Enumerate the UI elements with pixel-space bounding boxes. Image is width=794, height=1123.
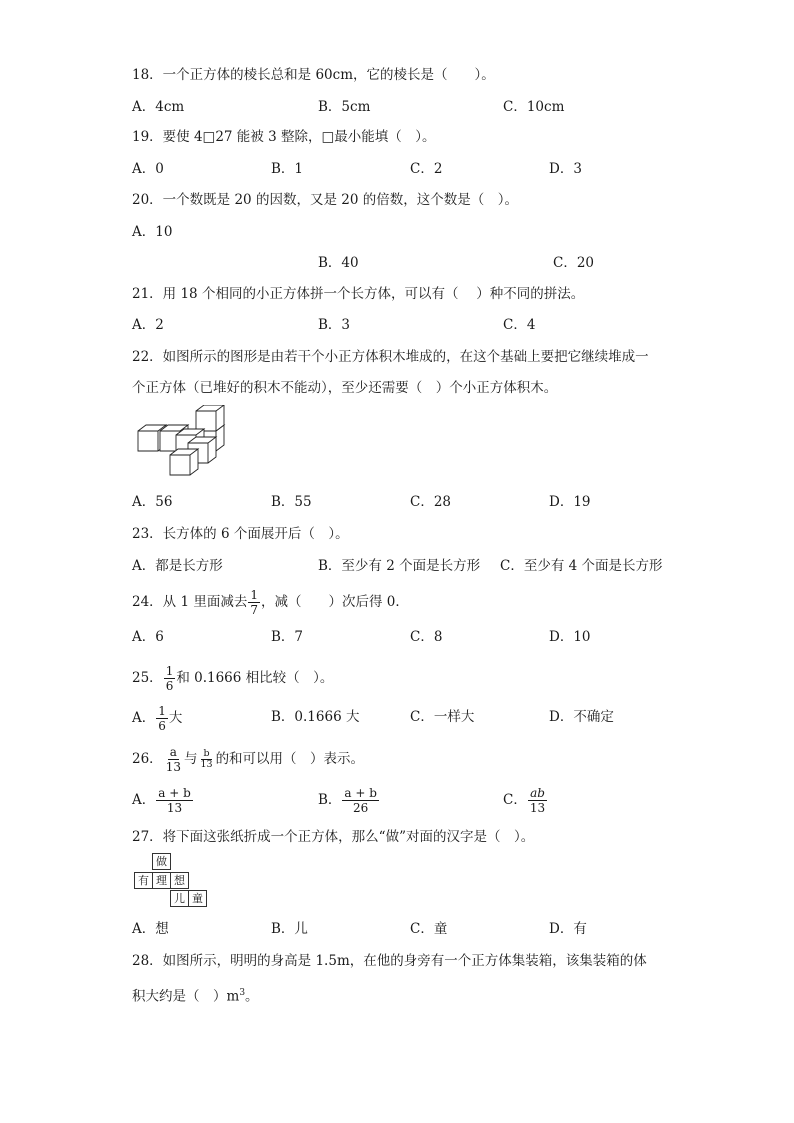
q26-fraction-a bbox=[164, 745, 183, 774]
net-cell-you: 有 bbox=[134, 872, 153, 889]
q21-option-c: C．4 bbox=[503, 317, 536, 333]
q26-fraction-a-den: 13 bbox=[165, 760, 181, 774]
q25-option-d: D．不确定 bbox=[549, 709, 614, 725]
q19-option-b: B．1 bbox=[271, 161, 304, 177]
q25-stem bbox=[132, 664, 333, 693]
q25-option-a-pre: A． bbox=[132, 710, 156, 726]
q28-stem-line1: 28．如图所示，明明的身高是 1.5m，在他的身旁有一个正方体集装箱，该集装箱的体 bbox=[132, 953, 647, 969]
q27-stem: 27．将下面这张纸折成一个正方体，那么“做”对面的汉字是（ ）。 bbox=[132, 829, 535, 845]
q26-option-c-den: 13 bbox=[529, 801, 546, 815]
q26-option-b-pre: B． bbox=[318, 792, 342, 808]
q22-cube-stack-figure bbox=[136, 405, 231, 477]
q28-stem-line2 bbox=[132, 984, 259, 1006]
q27-cube-net bbox=[132, 853, 212, 911]
q27-option-d: D．有 bbox=[549, 921, 587, 937]
q24-fraction bbox=[248, 588, 260, 617]
q25-fraction-den: 6 bbox=[165, 679, 174, 693]
net-cell-tong: 童 bbox=[188, 890, 207, 907]
q22-option-b: B．55 bbox=[271, 494, 312, 510]
q18-option-c: C．10cm bbox=[503, 99, 565, 115]
q25-option-a-den: 6 bbox=[158, 719, 166, 733]
net-cell-er: 儿 bbox=[170, 890, 189, 907]
q28-stem-line2-pre: 积大约是（ ）m bbox=[132, 988, 240, 1005]
q23-option-c: C．至少有 4 个面是长方形 bbox=[500, 558, 663, 574]
q26-stem-mid: 与 bbox=[183, 751, 198, 767]
q24-option-d: D．10 bbox=[549, 629, 591, 645]
q25-option-a-post: 大 bbox=[168, 710, 183, 726]
q26-option-b-fraction bbox=[342, 786, 379, 815]
q26-option-c-num: ab bbox=[530, 786, 545, 800]
q19-stem: 19．要使 4□27 能被 3 整除，□最小能填（ ）。 bbox=[132, 129, 436, 145]
q19-option-c: C．2 bbox=[410, 161, 443, 177]
q27-option-c: C．童 bbox=[410, 921, 448, 937]
q24-fraction-den: 7 bbox=[250, 603, 258, 617]
q23-stem: 23．长方体的 6 个面展开后（ ）。 bbox=[132, 526, 349, 542]
q26-fraction-b-num: b bbox=[203, 748, 210, 759]
q22-option-d: D．19 bbox=[549, 494, 591, 510]
net-cell-li: 理 bbox=[152, 872, 171, 889]
q26-option-c-fraction bbox=[528, 786, 547, 815]
q26-stem-pre: 26． bbox=[132, 751, 163, 767]
q26-option-b-num: a + b bbox=[344, 786, 377, 800]
q26-option-b bbox=[318, 786, 380, 815]
q18-stem: 18．一个正方体的棱长总和是 60cm，它的棱长是（ ）。 bbox=[132, 67, 495, 83]
q26-option-a-pre: A． bbox=[132, 792, 156, 808]
q26-stem-post: 的和可以用（ ）表示。 bbox=[215, 751, 365, 767]
q25-option-b: B．0.1666 大 bbox=[271, 709, 360, 725]
q22-option-c: C．28 bbox=[410, 494, 452, 510]
q25-fraction-num: 1 bbox=[165, 664, 174, 678]
net-cell-zuo: 做 bbox=[152, 853, 171, 870]
q26-option-a-den: 13 bbox=[166, 801, 183, 815]
q25-stem-post: 和 0.1666 相比较（ ）。 bbox=[176, 670, 334, 686]
q26-fraction-b bbox=[198, 749, 214, 770]
q20-option-b: B．40 bbox=[318, 255, 359, 271]
q22-stem-line2: 个正方体（已堆好的积木不能动），至少还需要（ ）个小正方体积木。 bbox=[132, 380, 558, 396]
q26-fraction-a-num: a bbox=[169, 745, 177, 759]
q20-stem: 20．一个数既是 20 的因数，又是 20 的倍数，这个数是（ ）。 bbox=[132, 192, 518, 208]
q26-option-b-den: 26 bbox=[353, 801, 369, 815]
q26-option-a-fraction bbox=[156, 786, 193, 815]
q21-option-b: B．3 bbox=[318, 317, 351, 333]
q26-option-c bbox=[503, 786, 548, 815]
q18-option-a: A．4cm bbox=[132, 99, 185, 115]
q25-option-a bbox=[132, 704, 182, 733]
q26-option-a-num: a + b bbox=[158, 786, 191, 800]
q21-stem: 21．用 18 个相同的小正方体拼一个长方体，可以有（ ）种不同的拼法。 bbox=[132, 286, 585, 302]
q24-stem-pre: 24．从 1 里面减去 bbox=[132, 594, 248, 610]
q24-stem-post: ，减（ ）次后得 0． bbox=[261, 594, 409, 610]
q25-stem-pre: 25． bbox=[132, 670, 163, 686]
q28-stem-line2-post: 。 bbox=[245, 988, 259, 1005]
q20-option-a: A．10 bbox=[132, 224, 173, 240]
q24-fraction-num: 1 bbox=[250, 588, 258, 602]
q26-fraction-b-den: 13 bbox=[200, 759, 213, 770]
q19-option-d: D．3 bbox=[549, 161, 582, 177]
q22-stem-line1: 22．如图所示的图形是由若干个小正方体积木堆成的，在这个基础上要把它继续堆成一 bbox=[132, 349, 649, 365]
q25-option-a-num: 1 bbox=[158, 704, 166, 718]
q28-stem-line2-sup: 3 bbox=[239, 988, 246, 998]
q24-option-c: C．8 bbox=[410, 629, 443, 645]
q20-option-c: C．20 bbox=[553, 255, 595, 271]
q25-option-c: C．一样大 bbox=[410, 709, 475, 725]
q22-option-a: A．56 bbox=[132, 494, 173, 510]
q27-option-b: B．儿 bbox=[271, 921, 308, 937]
q25-option-a-fraction bbox=[156, 704, 168, 733]
q24-stem bbox=[132, 588, 409, 617]
net-cell-xiang: 想 bbox=[170, 872, 189, 889]
q24-option-a: A．6 bbox=[132, 629, 164, 645]
q23-option-a: A．都是长方形 bbox=[132, 558, 223, 574]
q21-option-a: A．2 bbox=[132, 317, 164, 333]
q23-option-b: B．至少有 2 个面是长方形 bbox=[318, 558, 481, 574]
q19-option-a: A．0 bbox=[132, 161, 164, 177]
q25-fraction bbox=[164, 664, 176, 693]
q26-stem bbox=[132, 745, 364, 774]
q24-option-b: B．7 bbox=[271, 629, 304, 645]
q18-option-b: B．5cm bbox=[318, 99, 371, 115]
q26-option-a bbox=[132, 786, 194, 815]
q26-option-c-pre: C． bbox=[503, 792, 527, 808]
q27-option-a: A．想 bbox=[132, 921, 169, 937]
